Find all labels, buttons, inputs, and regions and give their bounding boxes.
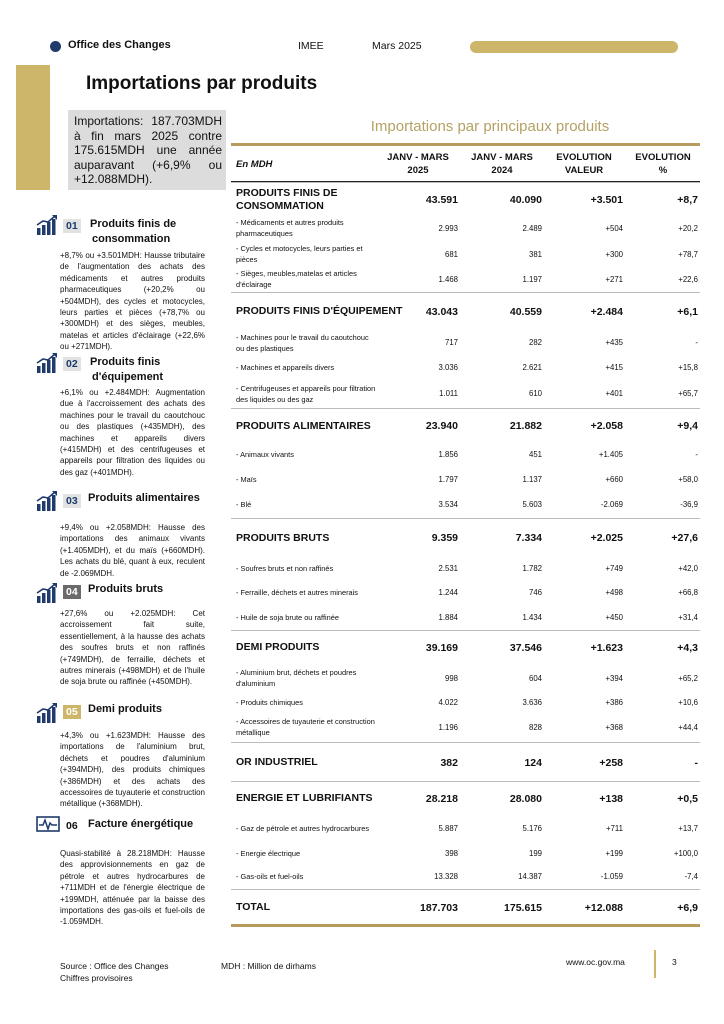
header-date: Mars 2025 [372,40,422,52]
section-text: +9,4% ou +2.058MDH: Hausse des importations des animaux vivants (+1.405MDH), et du maïs (+660MDH). Les achats du blé, quant à eux, reculent de -2.069MDH. [60,523,205,578]
column-header-evolution-value-line1: EVOLUTION [556,152,612,163]
table-category-row [231,408,700,442]
cell-v2025: 1.468 [438,274,458,284]
cell-evol: +450 [605,612,623,622]
cell-evol: +401 [605,389,623,398]
column-header-evolution-pct-line2: % [658,165,668,176]
cell-v2024: 1.434 [522,612,542,622]
cell-pct: +42,0 [678,563,698,573]
cell-pct: +9,4 [677,420,698,432]
cell-evol: +660 [605,474,623,484]
table-category-row [231,781,700,814]
cell-pct: - [694,756,698,769]
section-title [88,702,162,717]
cell-v2024: 828 [528,722,542,732]
column-header-2025-line1: JANV - MARS [387,152,449,163]
section-title [88,817,193,832]
table-row [231,467,700,491]
cell-pct: +0,5 [677,792,698,805]
cell-pct: +78,7 [678,249,698,259]
section-title-line1: Produits finis de [90,218,177,230]
cell-pct: +10,6 [678,698,698,707]
cell-evol: -1.059 [600,872,623,881]
section-number: 06 [63,819,81,833]
bar-chart-growth-icon [36,490,58,512]
footer-source-line2: Chiffres provisoires [60,972,133,983]
bar-chart-growth-icon [36,582,58,604]
cell-v2024: 604 [528,673,542,683]
section-title-line1: Demi produits [88,703,162,715]
cell-v2025: 681 [444,249,458,259]
section-title-line2: d'équipement [92,371,164,383]
column-header-2024-line2: 2024 [491,165,513,176]
cell-v2025: 13.328 [434,872,458,881]
table-row [231,580,700,604]
cell-v2024: 2.621 [522,363,542,372]
cell-evol: +394 [605,673,623,683]
section-title [90,355,163,385]
section-title-line1: Facture énergétique [88,818,194,830]
cell-pct: -36,9 [680,500,698,509]
section-title [88,491,200,506]
table-title: Importations par principaux produits [370,118,610,135]
cell-v2025: 1.244 [438,587,458,597]
cell-v2025: 3.534 [438,500,458,509]
footer-source-line1: Source : Office des Changes [60,961,169,971]
cell-evol: +2.025 [590,532,623,544]
section-number: 04 [63,585,81,599]
cell-pct: +65,7 [678,389,698,398]
header-publication: IMEE [298,40,324,52]
cell-v2025: 1.196 [438,722,458,732]
section-title-line1: Produits finis [90,356,161,368]
table-top-rule [231,143,700,146]
cell-pct: +8,7 [677,194,698,206]
column-header-evolution-pct-line1: EVOLUTION [635,152,691,163]
cell-v2025: 3.036 [438,363,458,372]
cell-evol: +749 [605,563,623,573]
column-header-evolution-pct [628,151,698,177]
cell-pct: +66,8 [678,587,698,597]
cell-v2025: 2.993 [438,223,458,233]
page-title: Importations par produits [86,73,318,94]
column-header-2024 [462,151,542,177]
row-label: - Produits chimiques [236,698,303,707]
cell-evol: +199 [605,849,623,858]
cell-evol: +300 [605,249,623,259]
cell-evol: +258 [599,756,623,769]
row-label: - Cycles et motocycles, leurs parties et pièces [236,244,363,264]
row-label: - Aluminium brut, déchets et poudres d'aluminium [236,668,357,688]
section-title-line1: Produits bruts [88,583,164,595]
table-row [231,491,700,518]
column-header-2024-line1: JANV - MARS [471,152,533,163]
footer-divider [654,950,656,978]
section-text: +6,1% ou +2.484MDH: Augmentation due à l'accroissement des achats des machines pour le travail du caoutchouc ou des plastiques (+435MDH), des machines et appareils divers (+415MDH) et des centrifugeuses et appareils pour filtration des liquides ou des gaz (+401MDH). [60,388,205,477]
cell-v2025: 39.169 [425,641,458,654]
footer-url[interactable]: www.oc.gov.ma [566,957,625,967]
cell-v2025: 1.884 [438,612,458,622]
cell-pct: - [695,450,698,459]
cell-v2024: 610 [528,389,542,398]
row-label: - Gaz de pétrole et autres hydrocarbures [236,824,370,833]
cell-v2024: 40.559 [509,305,542,318]
table-row [231,556,700,580]
cell-v2025: 382 [440,756,458,769]
row-label: TOTAL [236,901,271,913]
cell-v2024: 1.197 [522,274,542,284]
row-label: DEMI PRODUITS [236,641,320,653]
cell-v2024: 7.334 [515,532,542,544]
table-row [231,379,700,408]
table-unit-label: En MDH [236,159,273,170]
row-label: - Médicaments et autres produits pharmaceutiques [236,218,344,238]
cell-pct: +31,4 [678,612,698,622]
section-text: Quasi-stabilité à 28.218MDH: Hausse des approvisionnements en gaz de pétrole et autres hydrocarbures de +711MDH et de l'énergie électrique de +199MDH, atténuée par la baisse des importations des gas-oils et fuel-oils de -1.059MDH. [60,849,205,927]
cell-v2024: 2.489 [522,223,542,233]
header-accent-bar [470,41,678,53]
cell-pct: +13,7 [678,824,698,833]
cell-v2025: 28.218 [425,792,458,805]
cell-v2024: 14.387 [518,872,542,881]
row-label: - Blé [236,500,252,509]
cell-pct: +65,2 [678,673,698,683]
cell-pct: +6,9 [677,901,698,914]
brand-dot [50,41,61,52]
section-number: 05 [63,705,81,719]
row-label: - Machines pour le travail du caoutchouc ou des plastiques [236,332,369,353]
cell-pct: +58,0 [678,474,698,484]
cell-v2024: 1.137 [522,474,542,484]
table-row [231,663,700,693]
section-number: 03 [63,494,81,508]
column-header-evolution-value-line2: VALEUR [564,165,604,176]
cell-evol: +498 [605,587,623,597]
cell-evol: +1.623 [590,641,623,654]
row-label: - Centrifugeuses et appareils pour filtration des liquides ou des gaz [236,383,376,404]
summary-box: Importations: 187.703MDH à fin mars 2025 contre 175.615MDH une année auparavant (+6,9% ou +12.088MDH). [68,110,226,190]
row-label: - Machines et appareils divers [236,363,335,372]
section-number: 02 [63,357,81,371]
table-category-row [231,630,700,663]
cell-evol: +1.405 [598,450,623,459]
row-label: - Animaux vivants [236,450,294,459]
cell-pct: +100,0 [673,849,698,858]
table-row [231,814,700,843]
cell-evol: +386 [605,698,623,707]
cell-v2024: 21.882 [509,420,542,432]
row-label: - Soufres bruts et non raffinés [236,563,334,573]
row-label: - Maïs [236,474,257,484]
column-header-2025-line2: 2025 [407,165,429,176]
table-category-row [231,292,700,329]
cell-v2024: 175.615 [504,901,542,914]
cell-v2025: 9.359 [431,532,458,544]
cell-v2025: 4.022 [438,698,458,707]
row-label: PRODUITS FINIS D'ÉQUIPEMENT [236,305,403,317]
cell-v2025: 1.856 [438,450,458,459]
title-accent-block [16,65,50,190]
cell-v2024: 3.636 [522,698,542,707]
cell-evol: +368 [605,722,623,732]
table-category-row [231,182,700,216]
cell-v2024: 381 [528,249,542,259]
cell-v2024: 451 [528,450,542,459]
table-row [231,266,700,292]
cell-v2024: 124 [524,756,542,769]
cell-evol: +2.484 [590,305,623,318]
cell-v2024: 5.603 [522,500,542,509]
cell-pct: +27,6 [671,532,698,544]
table-row [231,442,700,467]
cell-v2025: 998 [444,673,458,683]
cell-v2024: 5.176 [522,824,542,833]
bar-chart-growth-icon [36,214,58,236]
row-label: - Huile de soja brute ou raffinée [236,612,339,622]
cell-v2024: 282 [528,338,542,347]
page-number: 3 [672,957,677,967]
cell-evol: +138 [599,792,623,805]
cell-v2025: 1.011 [439,389,458,398]
section-title-line1: Produits alimentaires [88,492,200,504]
cell-evol: +2.058 [590,420,623,432]
table-row [231,356,700,379]
table-row [231,329,700,356]
table-category-row [231,518,700,556]
cell-v2025: 2.531 [438,563,458,573]
table-row [231,864,700,889]
table-row [231,604,700,630]
row-label: PRODUITS FINIS DE CONSOMMATION [236,187,338,212]
section-text: +8,7% ou +3.501MDH: Hausse tributaire de l'augmentation des achats des médicaments et autres produits pharmaceutiques (+20,2% ou +504MDH), des cycles et motocycles, leurs parties et pièces (+78,7% ou +300MDH) et des sièges, meubles, matelas et articles d'éclairage (+22,6% ou +271MDH). [60,251,205,352]
column-header-2025 [378,151,458,177]
table-row [231,693,700,712]
cell-evol: +3.501 [590,194,623,206]
cell-evol: +435 [605,338,623,347]
cell-pct: +44,4 [678,722,698,732]
cell-v2025: 187.703 [420,901,458,914]
cell-evol: +504 [605,223,623,233]
cell-pct: +6,1 [677,305,698,318]
row-label: - Energie électrique [236,849,301,858]
row-label: ENERGIE ET LUBRIFIANTS [236,792,373,804]
row-label: - Ferraille, déchets et autres minerais [236,587,358,597]
cell-v2024: 199 [528,849,542,858]
pulse-monitor-icon [36,816,58,838]
cell-pct: +22,6 [678,274,698,284]
cell-v2025: 398 [444,849,458,858]
row-label: PRODUITS ALIMENTAIRES [236,419,371,432]
cell-evol: +415 [605,363,623,372]
bar-chart-growth-icon [36,702,58,724]
header-org: Office des Changes [68,39,171,51]
row-label: - Sièges, meubles,matelas et articles d'éclairage [236,269,357,289]
cell-pct: - [695,338,698,347]
table-row [231,242,700,266]
table-category-row [231,742,700,781]
cell-v2025: 717 [444,338,458,347]
section-text: +27,6% ou +2.025MDH: Cet accroissement fait suite, essentiellement, à la hausse des achats des soufres bruts et non raffinés (+749MDH), de ferraille, déchets et autres minerais (+498MDH) et de l'huile de soja brute ou raffinée (+450MDH). [60,609,205,687]
cell-v2025: 1.797 [438,474,458,484]
footer-unit-note: MDH : Million de dirhams [221,961,316,971]
cell-v2025: 43.591 [425,194,458,206]
footer-source [60,961,169,984]
section-title [90,217,176,247]
table-category-row [231,889,700,924]
cell-pct: -7,4 [684,872,698,881]
section-number: 01 [63,219,81,233]
cell-pct: +4,3 [677,641,698,654]
row-label: - Accessoires de tuyauterie et construction métallique [236,717,375,737]
cell-evol: +711 [606,824,623,833]
cell-evol: +271 [605,274,623,284]
section-title-line2: consommation [92,233,171,245]
row-label: - Gas-oils et fuel-oils [236,872,304,881]
cell-evol: -2.069 [600,500,623,509]
cell-pct: +15,8 [678,363,698,372]
bar-chart-growth-icon [36,352,58,374]
cell-v2025: 23.940 [425,420,458,432]
cell-v2025: 43.043 [425,305,458,318]
cell-evol: +12.088 [584,901,623,914]
cell-v2024: 40.090 [509,194,542,206]
cell-v2024: 1.782 [522,563,542,573]
row-label: OR INDUSTRIEL [236,756,318,768]
column-header-evolution-value [546,151,622,177]
cell-pct: +20,2 [678,223,698,233]
cell-v2024: 746 [528,587,542,597]
cell-v2025: 5.887 [438,824,458,833]
section-text: +4,3% ou +1.623MDH: Hausse des importations de l'aluminium brut, déchets et poudres d'aluminium (+394MDH), des produits chimiques (+386MDH) et des achats des accessoires de tuyauterie et construction métallique (+368MDH). [60,731,205,809]
table-row [231,712,700,742]
row-label: PRODUITS BRUTS [236,531,330,544]
table-bottom-rule [231,924,700,927]
table-row [231,216,700,240]
cell-v2024: 28.080 [509,792,542,805]
cell-v2024: 37.546 [509,641,542,654]
section-title [88,582,163,597]
table-row [231,843,700,864]
